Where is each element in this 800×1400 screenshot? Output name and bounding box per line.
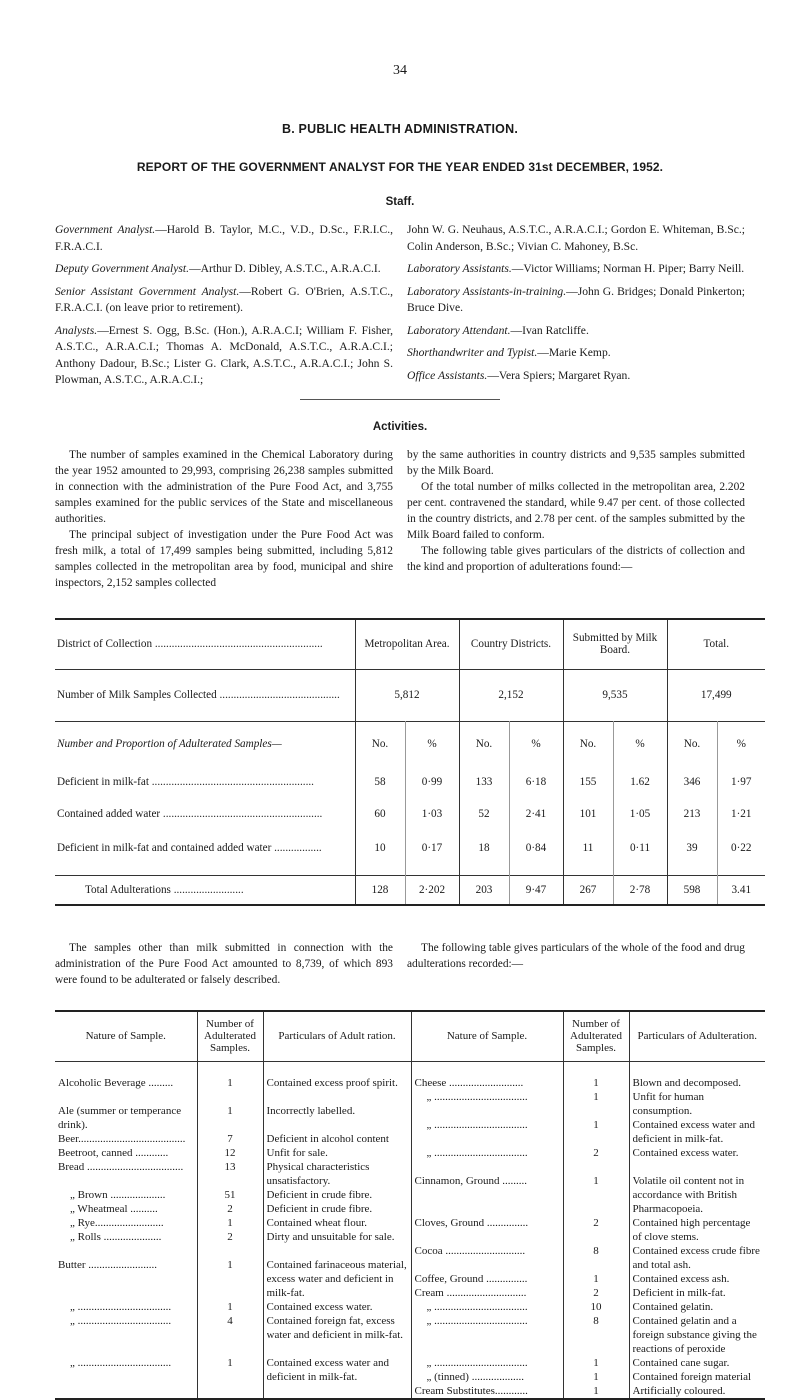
staff-entry: Shorthandwriter and Typist.—Marie Kemp. [407, 346, 611, 359]
cell: 1.62 [613, 767, 667, 797]
sample-particulars: Deficient in crude fibre. [266, 1202, 373, 1215]
cell: No. [579, 738, 597, 751]
sample-nature: „ .................................. [426, 1090, 528, 1103]
cell: 2·202 [405, 875, 459, 905]
sample-particulars: Blown and decomposed. [632, 1076, 741, 1089]
sample-count: 1 [227, 1076, 233, 1089]
cell: 133 [475, 776, 493, 788]
sample-nature: Beer....................................... [58, 1132, 186, 1145]
activities-left-column [55, 447, 393, 591]
sample-particulars: Incorrectly labelled. [266, 1104, 356, 1117]
spacer-row [55, 865, 765, 875]
sample-particulars: Contained gelatin. [632, 1300, 714, 1313]
cell: 1·05 [613, 797, 667, 831]
cell: 128 [371, 883, 389, 896]
sample-particulars: Contained foreign fat, excess water and deficient in milk-fat. [266, 1314, 404, 1341]
paragraph: The principal subject of investigation under the Pure Food Act was fresh milk, a total of 17,499 samples being submitted, including 5,812 samples collected in the metropolitan area by food, municipal and shire inspectors, 2,152 samples collected [55, 529, 393, 589]
sample-count: 1 [227, 1356, 233, 1369]
sample-count: 2 [593, 1286, 599, 1299]
cell: 0·17 [405, 831, 459, 865]
sample-count: 1 [593, 1356, 599, 1369]
sample-nature: „ Brown .................... [70, 1188, 166, 1201]
district-header: District of Collection ............................................................ [55, 619, 355, 669]
section-title: B. PUBLIC HEALTH ADMINISTRATION. [281, 122, 518, 136]
table-row [55, 767, 765, 797]
cell: 2,152 [459, 669, 563, 721]
sample-nature: „ .................................. [426, 1356, 528, 1369]
sample-count: 1 [593, 1090, 599, 1103]
sample-count: 1 [593, 1272, 599, 1285]
cell: 6·18 [509, 767, 563, 797]
row-label: Total Adulterations ......................... [55, 875, 355, 905]
sample-nature: Coffee, Ground ............... [414, 1272, 528, 1285]
sample-particulars: Contained excess water. [632, 1146, 739, 1159]
report-title: REPORT OF THE GOVERNMENT ANALYST FOR THE YEAR ENDED 31st DECEMBER, 1952. [136, 160, 664, 174]
cell: 0·84 [509, 831, 563, 865]
sample-count: 8 [593, 1244, 599, 1257]
cell: 58 [374, 776, 386, 788]
row-label: Deficient in milk-fat .......................................................... [55, 767, 355, 797]
sample-nature: Cream Substitutes............ [414, 1384, 528, 1397]
row-label: Number and Proportion of Adulterated Samples— [55, 721, 355, 767]
left-count-column [197, 1061, 263, 1399]
cell: 101 [579, 808, 597, 820]
sample-nature: Ale (summer or temperance drink). [58, 1104, 182, 1131]
column-header: Nature of Sample. [411, 1011, 563, 1061]
sample-particulars: Deficient in alcohol content [266, 1132, 389, 1145]
cell: No. [371, 738, 389, 751]
sample-count: 1 [227, 1216, 233, 1229]
food-adulteration-table [55, 1010, 765, 1400]
sample-count: 1 [593, 1384, 599, 1397]
sample-nature: Cocoa ............................. [414, 1244, 526, 1257]
cell: % [509, 721, 563, 767]
sample-particulars: Dirty and unsuitable for sale. [266, 1230, 395, 1243]
sample-particulars: Contained excess proof spirit. [266, 1076, 398, 1089]
sample-particulars: Contained wheat flour. [266, 1216, 368, 1229]
column-header: Country Districts. [459, 619, 563, 669]
sample-nature: Cheese ........................... [414, 1076, 524, 1089]
paragraph: The following table gives particulars of the whole of the food and drug adulterations recorded:— [407, 942, 745, 970]
column-header: Metropolitan Area. [355, 619, 459, 669]
sample-count: 2 [227, 1230, 233, 1243]
staff-entry: Laboratory Assistants.—Victor Williams; Norman H. Piper; Barry Neill. [407, 262, 745, 275]
sample-nature: „ (tinned) ................... [426, 1370, 524, 1383]
staff-entry: Deputy Government Analyst.—Arthur D. Dibley, A.S.T.C., A.R.A.C.I. [55, 262, 381, 275]
left-nature-column [55, 1061, 197, 1399]
milk-adulteration-table [55, 618, 765, 906]
column-header: Particulars of Adulteration. [637, 1030, 757, 1043]
sample-nature: Beetroot, canned ............ [58, 1146, 169, 1159]
sample-nature: „ .................................. [70, 1356, 172, 1369]
sample-count: 51 [224, 1188, 236, 1201]
cell: 11 [582, 842, 594, 854]
sample-nature: „ .................................. [426, 1118, 528, 1131]
cell: 2·41 [509, 797, 563, 831]
sample-count: 7 [227, 1132, 233, 1145]
staff-right-column [407, 222, 745, 390]
sample-particulars: Contained excess water and deficient in milk-fat. [266, 1356, 389, 1383]
sample-particulars: Contained excess water and deficient in milk-fat. [632, 1118, 755, 1145]
cell: 346 [683, 776, 701, 788]
page-number: 34 [393, 63, 407, 78]
cell: 0·22 [717, 831, 765, 865]
sample-count: 8 [593, 1314, 599, 1327]
sample-count: 1 [593, 1118, 599, 1131]
cell: 203 [475, 883, 493, 896]
sample-count: 2 [593, 1216, 599, 1229]
cell: 10 [374, 842, 386, 854]
staff-left-column [55, 222, 393, 395]
paragraph-left [55, 940, 393, 988]
staff-entry: Senior Assistant Government Analyst.—Robert G. O'Brien, A.S.T.C., F.R.A.C.I. (on leave prior to retirement). [55, 284, 394, 314]
left-particulars-column [263, 1061, 411, 1399]
column-header: Total. [703, 638, 730, 651]
cell: 0·99 [405, 767, 459, 797]
paragraph: The samples other than milk submitted in connection with the administration of the Pure Food Act amounted to 8,739, of which 893 were found to be adulterated or falsely described. [55, 942, 393, 986]
sample-nature: Cloves, Ground ............... [414, 1216, 529, 1229]
column-header: Number of Adulterated Samples. [563, 1011, 629, 1061]
cell: 1·03 [405, 797, 459, 831]
sample-particulars: Contained excess crude fibre and total ash. [632, 1244, 760, 1271]
cell: 1·97 [717, 767, 765, 797]
paragraph: The following table gives particulars of the districts of collection and the kind and proportion of adulterations found:— [407, 545, 745, 573]
paragraph: Of the total number of milks collected in the metropolitan area, 2.202 per cent. contravened the standard, while 9.47 per cent. of those collected in the country districts, and 2.78 per cent. of the samples submitted by the Milk Board failed to conform. [407, 481, 745, 541]
sample-count: 2 [593, 1146, 599, 1159]
sample-nature: „ .................................. [70, 1314, 172, 1327]
staff-entry: Laboratory Assistants-in-training.—John G. Bridges; Donald Pinkerton; Bruce Dive. [407, 284, 745, 314]
sample-nature: „ Wheatmeal .......... [70, 1202, 158, 1215]
sample-count: 12 [224, 1146, 236, 1159]
sample-particulars: Volatile oil content not in accordance with British Pharmacopoeia. [632, 1174, 745, 1215]
table-row [55, 831, 765, 865]
sample-particulars: Deficient in milk-fat. [632, 1286, 726, 1299]
column-header: Particulars of Adult ration. [263, 1011, 411, 1061]
sample-nature: „ .................................. [426, 1300, 528, 1313]
right-particulars-column [629, 1061, 765, 1399]
staff-heading: Staff. [385, 196, 415, 208]
sample-count: 1 [593, 1370, 599, 1383]
activities-right-column [407, 447, 745, 575]
cell: 18 [478, 842, 490, 854]
row-label: Number of Milk Samples Collected ........................................... [55, 669, 355, 721]
cell: % [405, 721, 459, 767]
sample-particulars: Contained farinaceous material, excess water and deficient in milk-fat. [266, 1258, 407, 1299]
sample-particulars: Contained excess water. [266, 1300, 373, 1313]
sample-nature: Cinnamon, Ground ......... [414, 1174, 527, 1187]
paragraph: The number of samples examined in the Chemical Laboratory during the year 1952 amounted to 29,993, comprising 26,238 samples submitted in connection with the administration of the Pure Food Act, and 3,755 samples examined for the public services of the State and miscellaneous authorities. [55, 449, 393, 525]
cell: 3.41 [717, 875, 765, 905]
activities-heading: Activities. [372, 421, 428, 433]
sample-particulars: Contained excess ash. [632, 1272, 730, 1285]
sample-nature: „ .................................. [70, 1300, 172, 1313]
sample-particulars: Contained high percentage of clove stems. [632, 1216, 751, 1243]
cell: 1·21 [717, 797, 765, 831]
sample-count: 1 [227, 1104, 233, 1117]
sample-count: 13 [224, 1160, 236, 1173]
sample-count: 4 [227, 1314, 233, 1327]
sample-count: 1 [593, 1174, 599, 1187]
cell: 0·11 [613, 831, 667, 865]
sample-nature: „ .................................. [426, 1314, 528, 1327]
right-count-column [563, 1061, 629, 1399]
sample-count: 1 [227, 1258, 233, 1271]
sample-particulars: Deficient in crude fibre. [266, 1188, 373, 1201]
sample-nature: Alcoholic Beverage ......... [58, 1076, 174, 1089]
table-subheader-row [55, 721, 765, 767]
table-header-row [55, 619, 765, 669]
cell: 60 [374, 808, 386, 820]
sample-particulars: Contained cane sugar. [632, 1356, 730, 1369]
cell: 9,535 [563, 669, 667, 721]
paragraph: by the same authorities in country districts and 9,535 samples submitted by the Milk Board. [407, 449, 745, 477]
cell: % [717, 721, 765, 767]
staff-entry: Analysts.—Ernest S. Ogg, B.Sc. (Hon.), A.R.A.C.I; William F. Fisher, A.S.T.C., A.R.A.C.I.; Thomas A. McDonald, A.S.T.C., A.R.A.C.I.; Anthony Dadour, B.Sc.; Lister G. Clark, A.S.T.C., A.R.A.C.I.; John S. Plowman, A.S.T.C., A.R.A.C.I.; [55, 323, 393, 386]
sample-count: 1 [593, 1076, 599, 1089]
sample-count: 10 [590, 1300, 602, 1313]
cell: 213 [683, 808, 701, 820]
sample-particulars: Contained gelatin and a foreign substance giving the reactions of peroxide [632, 1314, 757, 1355]
sample-particulars: Unfit for human consumption. [632, 1090, 704, 1117]
cell: 39 [686, 842, 698, 854]
cell: 5,812 [355, 669, 459, 721]
right-nature-column [411, 1061, 563, 1399]
staff-entry: Laboratory Attendant.—Ivan Ratcliffe. [407, 323, 589, 337]
sample-count: 1 [227, 1300, 233, 1313]
sample-count: 2 [227, 1202, 233, 1215]
paragraph-right [407, 940, 745, 972]
sample-particulars: Contained foreign material [632, 1370, 752, 1383]
staff-entry: Office Assistants.—Vera Spiers; Margaret Ryan. [407, 368, 631, 382]
column-header: Submitted by Milk Board. [563, 619, 667, 669]
cell: No. [683, 738, 701, 751]
cell: 9·47 [509, 875, 563, 905]
sample-particulars: Artificially coloured. [632, 1384, 726, 1397]
sample-nature: Butter ......................... [58, 1258, 157, 1271]
sample-nature: Bread ................................... [58, 1160, 184, 1173]
total-row [55, 875, 765, 905]
staff-entry: Government Analyst.—Harold B. Taylor, M.C., V.D., D.Sc., F.R.I.C., F.R.A.C.I. [55, 223, 393, 253]
row-label: Deficient in milk-fat and contained added water ................. [55, 831, 355, 865]
cell: 155 [579, 776, 597, 788]
row-label: Contained added water ......................................................... [55, 797, 355, 831]
cell: 2·78 [613, 875, 667, 905]
divider [300, 399, 500, 400]
cell: % [613, 721, 667, 767]
cell: 267 [579, 883, 597, 896]
sample-nature: „ Rolls ..................... [70, 1230, 162, 1243]
table-body-row [55, 1061, 765, 1399]
staff-entry: John W. G. Neuhaus, A.S.T.C., A.R.A.C.I.; Gordon E. Whiteman, B.Sc.; Colin Anderson, B.Sc.; Vivian C. Mahoney, B.Sc. [407, 223, 745, 253]
table-row [55, 669, 765, 721]
table-header-row [55, 1011, 765, 1061]
sample-nature: „ Rye......................... [70, 1216, 164, 1229]
table-row [55, 797, 765, 831]
sample-particulars: Unfit for sale. [266, 1146, 328, 1159]
cell: 52 [478, 808, 490, 820]
cell: No. [475, 738, 493, 751]
cell: 17,499 [700, 689, 732, 701]
column-header: Number of Adulterated Samples. [197, 1011, 263, 1061]
column-header: Nature of Sample. [55, 1011, 197, 1061]
sample-nature: „ .................................. [426, 1146, 528, 1159]
cell: 598 [683, 883, 701, 896]
sample-particulars: Physical characteristics unsatisfactory. [266, 1160, 370, 1187]
sample-nature: Cream ............................. [414, 1286, 527, 1299]
